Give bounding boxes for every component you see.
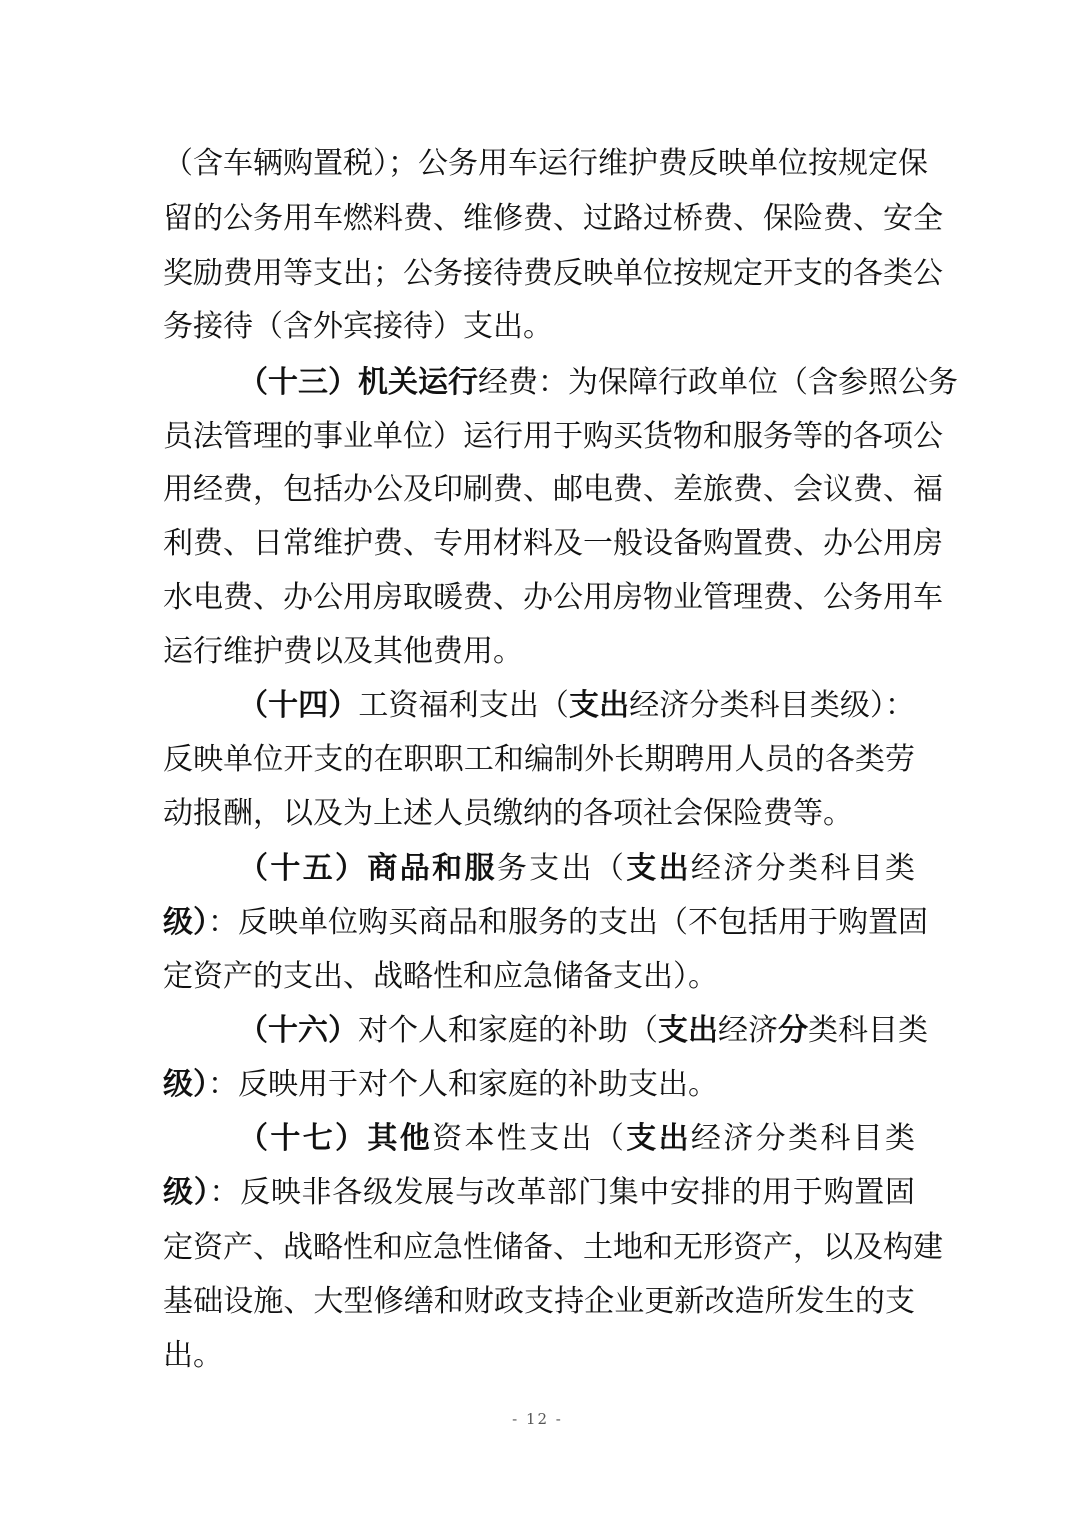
- bold-text-segment: （十七）: [238, 1121, 368, 1156]
- bold-text-segment: （十六）: [238, 1013, 358, 1048]
- text-segment: 用经费，包括办公及印刷费、邮电费、差旅费、会议费、福: [163, 472, 943, 507]
- text-segment: 反映单位开支的在职职工和编制外长期聘用人员的各类劳: [163, 742, 915, 777]
- bold-text-segment: 支出: [658, 1013, 718, 1048]
- text-line: [163, 192, 943, 246]
- text-line: [163, 625, 915, 679]
- text-segment: 工资福利支出（: [358, 688, 570, 723]
- text-segment: 经费：为保障行政单位（含参照公务: [478, 365, 958, 400]
- text-segment: 务支出（: [496, 851, 627, 886]
- text-line: [163, 137, 928, 191]
- text-segment: 奖励费用等支出；公务接待费反映单位按规定开支的各类公: [163, 256, 943, 291]
- text-segment: 出。: [163, 1338, 223, 1373]
- text-line: [163, 950, 915, 1004]
- text-line: [238, 842, 915, 896]
- bold-text-segment: 级）: [163, 905, 208, 940]
- text-line: [163, 300, 915, 354]
- bold-text-segment: 支出: [626, 1121, 691, 1156]
- text-segment: 定资产、战略性和应急性储备、土地和无形资产，以及构建: [163, 1230, 943, 1265]
- text-segment: 运行维护费以及其他费用。: [163, 634, 523, 669]
- bold-text-segment: 支出: [569, 688, 630, 723]
- text-line: [163, 463, 943, 517]
- text-segment: 动报酬，以及为上述人员缴纳的各项社会保险费等。: [163, 796, 853, 831]
- text-line: [238, 1004, 928, 1058]
- text-line: [238, 356, 958, 410]
- text-segment: 经济: [718, 1013, 778, 1048]
- text-line: [238, 1112, 915, 1166]
- text-segment: 定资产的支出、战略性和应急储备支出）。: [163, 959, 718, 994]
- text-segment: 员法管理的事业单位）运行用于购买货物和服务等的各项公: [163, 419, 943, 454]
- text-segment: （含车辆购置税）；公务用车运行维护费反映单位按规定保: [163, 146, 928, 181]
- text-segment: 利费、日常维护费、专用材料及一般设备购置费、办公用房: [163, 526, 943, 561]
- bold-text-segment: 级）: [163, 1067, 208, 1102]
- text-line: [163, 787, 915, 841]
- text-segment: 类科目类: [808, 1013, 928, 1048]
- text-segment: 水电费、办公用房取暖费、办公用房物业管理费、公务用车: [163, 580, 943, 615]
- text-segment: ：反映单位购买商品和服务的支出（不包括用于购置固: [208, 905, 928, 940]
- bold-text-segment: 级）: [163, 1175, 210, 1210]
- text-segment: 务接待（含外宾接待）支出。: [163, 309, 553, 344]
- text-segment: 留的公务用车燃料费、维修费、过路过桥费、保险费、安全: [163, 201, 943, 236]
- text-segment: 资本性支出（: [432, 1121, 627, 1156]
- bold-text-segment: （十三）机关运行: [238, 365, 478, 400]
- bold-text-segment: （十四）: [238, 688, 359, 723]
- text-line: [163, 410, 943, 464]
- text-line: [163, 896, 928, 950]
- text-line: [163, 733, 915, 787]
- text-segment: 经济分类科目类级）：: [629, 688, 916, 723]
- bold-text-segment: 分: [778, 1013, 808, 1048]
- text-line: [163, 517, 943, 571]
- text-segment: 经济分类科目类: [690, 851, 916, 886]
- text-segment: 对个人和家庭的补助（: [358, 1013, 658, 1048]
- text-line: [163, 1329, 915, 1383]
- text-line: [238, 679, 915, 733]
- bold-text-segment: 其他: [367, 1121, 433, 1156]
- bold-text-segment: （十五）商品和服: [238, 851, 497, 886]
- text-line: [163, 571, 943, 625]
- text-line: [163, 247, 943, 301]
- text-segment: ：反映用于对个人和家庭的补助支出。: [208, 1067, 718, 1102]
- text-line: [163, 1166, 915, 1220]
- text-segment: ：反映非各级发展与改革部门集中安排的用于购置固: [209, 1175, 916, 1210]
- bold-text-segment: 支出: [626, 851, 691, 886]
- text-line: [163, 1221, 943, 1275]
- text-segment: 基础设施、大型修缮和财政支持企业更新改造所发生的支: [163, 1284, 915, 1319]
- text-segment: 经济分类科目类: [690, 1121, 916, 1156]
- text-line: [163, 1275, 915, 1329]
- page-number: - 12 -: [512, 1410, 563, 1428]
- text-line: [163, 1058, 915, 1112]
